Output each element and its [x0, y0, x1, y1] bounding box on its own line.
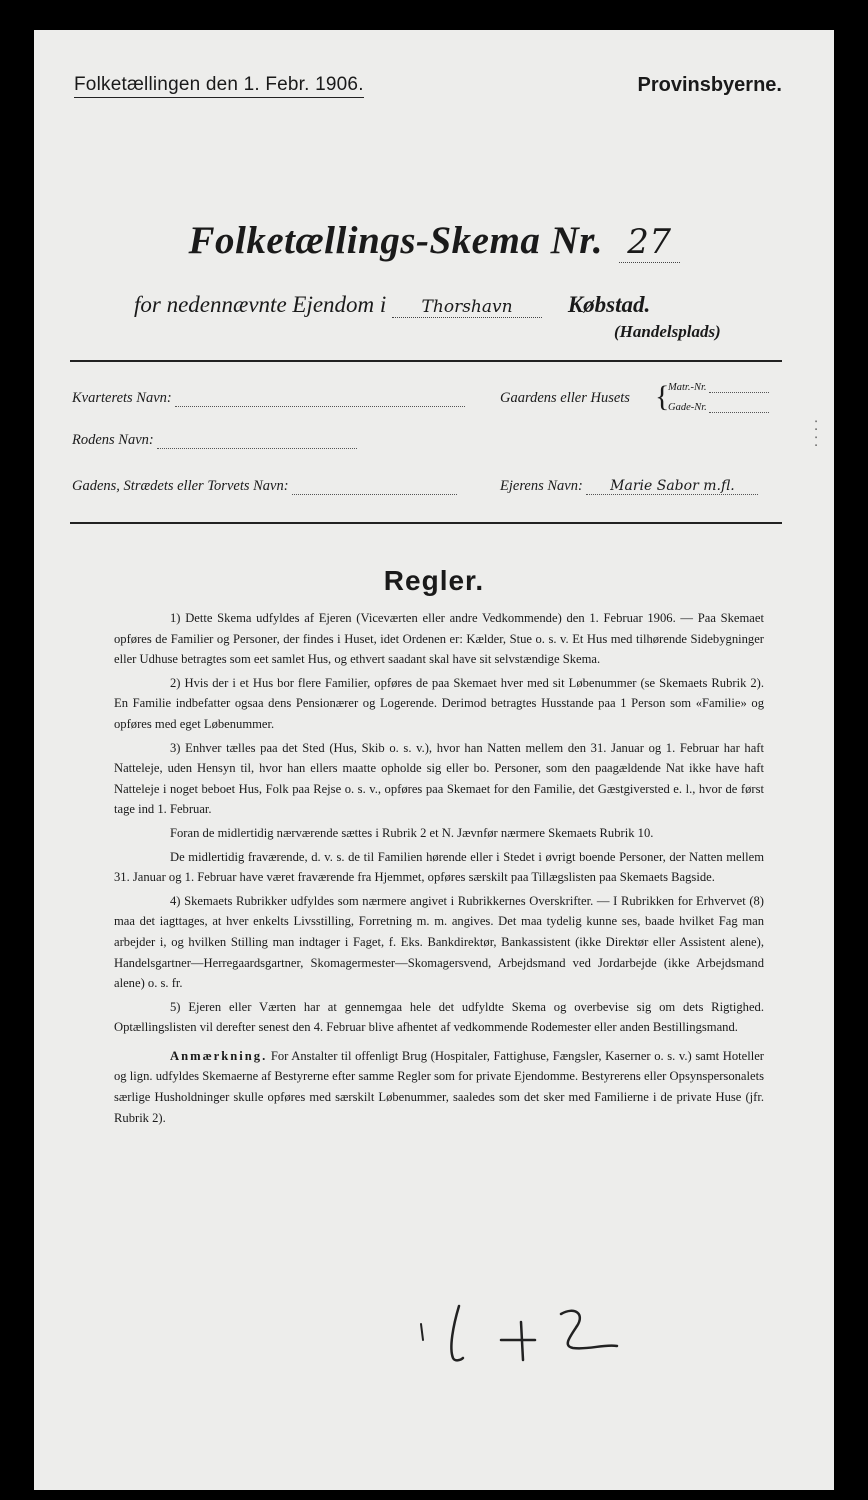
rode-blank [157, 434, 357, 449]
annotation-label: Anmærkning. [170, 1048, 268, 1063]
census-form-page [34, 30, 834, 1490]
rule-4: 4) Skemaets Rubrikker udfyldes som nærmere angivet i Rubrikkernes Overskrifter. — I Rubrikken for Erhvervet (8) maa det iagttages, at hver enkelts Livsstilling, Forretning m. m. angives. Det maa tydelig kunne ses, baade hvilket Fag man arbejder i, og hvilken Stilling man indtager i Faget, f. Eks. Bankdirektør, Bankassistent (ikke Direktør eller Assistent alene), Handelsgartner—Herregaardsgartner, Skomagermester—Skomagersvend, Arbejdsmand ved Jordarbejde (ikke Arbejdsmand alene) o. s. fr. [114, 893, 764, 991]
gade-nr-blank [709, 402, 769, 413]
kvarter-label: Kvarterets Navn: [72, 390, 172, 406]
rule-3-absent: De midlertidig fraværende, d. v. s. de til Familien hørende eller i Stedet i øvrigt boende Personer, der Natten mellem 31. Januar og 1. Februar have været fraværende fra Hjemmet, opføres særskilt paa Tillægslisten paa Skemaets Bagside. [114, 849, 764, 885]
form-title-text: Folketællings-Skema Nr. [188, 219, 604, 262]
rules-body [114, 608, 764, 1131]
gade-nr-field [668, 402, 769, 413]
form-title [34, 218, 834, 263]
ejer-label: Ejerens Navn: [500, 478, 583, 494]
annotation-text: For Anstalter til offenligt Brug (Hospitaler, Fattighuse, Fængsler, Kaserner o. s. v.) samt Hoteller og lign. udfyldes Skemaerne af Bestyrerne efter samme Regler som for private Ejendomme. Bestyrerens eller Opsynspersonalets særlige Husholdninger skulle opføres med særskilt Løbenummer, saaledes som det sker med Familierne i de private Huse (jfr. Rubrik 2). [114, 1048, 764, 1125]
rule-5: 5) Ejeren eller Værten har at gennemgaa hele det udfyldte Skema og overbevise sig om dets Rigtighed. Optællingslisten vil derefter senest den 4. Februar blive afhentet af vedkommende Rodemester eller anden Bestillingsmand. [114, 999, 764, 1035]
rules-heading: Regler. [383, 565, 485, 596]
rule-3: 3) Enhver tælles paa det Sted (Hus, Skib o. s. v.), hvor han Natten mellem den 31. Januar og 1. Februar har haft Natteleje, uden Hensyn til, hvor han ellers maatte opholde sig eller bo. Personer, som den paagældende Nat ikke have haft Natteleje i noget beboet Hus, Folk paa Rejse o. s. v., opføres paa Skemaet for den Familie, det Gæstgiversted e. l., hvor de først tage ind 1. Februar. [114, 740, 764, 817]
property-prefix: for nedennævnte Ejendom i [134, 292, 387, 317]
annotation [114, 1046, 764, 1128]
matr-label: Matr.-Nr. [668, 382, 707, 393]
gade-label: Gadens, Strædets eller Torvets Navn: [72, 478, 289, 494]
top-divider [70, 360, 782, 362]
matr-field [668, 382, 769, 393]
rule-3-nearby: Foran de midlertidig nærværende sættes i Rubrik 2 et N. Jævnfør nærmere Skemaets Rubrik 10. [170, 825, 654, 840]
census-date-header: Folketællingen den 1. Febr. 1906. [74, 74, 364, 98]
pencil-mark [409, 1300, 619, 1370]
brace-glyph: { [655, 380, 670, 413]
handelsplads-label: (Handelsplads) [614, 322, 721, 341]
matr-blank [709, 382, 769, 393]
rule-1: 1) Dette Skema udfyldes af Ejeren (Viceværten eller andre Vedkommende) den 1. Februar 1906. — Paa Skemaet opføres de Familier og Personer, der findes i Huset, idet Ordenen er: Kælder, Stue o. s. v. Et Hus med tilhørende Sidebygninger eller Udhuse betragtes som eet samlet Hus, og ethvert saadant skal have sit selvstændige Skema. [114, 611, 764, 667]
ejer-value-handwritten: Marie Sabor m.fl. [586, 478, 758, 495]
region-header: Provinsbyerne. [637, 74, 782, 96]
ejer-field [500, 478, 758, 495]
rule-2: 2) Hvis der i et Hus bor flere Familier, opføres de paa Skemaet hver med sit Løbenummer (se Skemaets Rubrik 2). En Familie indbefatter ogsaa dens Pensionærer og Logerende. Derimod betragtes Husstande paa 1 Person som «Familie» og opføres med eget Løbenummer. [114, 675, 764, 731]
margin-marks: ⁚ ⁚ [814, 418, 819, 449]
kvarter-blank [175, 392, 465, 407]
gaard-label: Gaardens eller Husets [500, 390, 630, 406]
property-line [134, 292, 650, 318]
gade-field [72, 478, 457, 495]
town-handwritten: Thorshavn [392, 297, 542, 318]
form-number-handwritten: 27 [619, 222, 679, 263]
kobstad-label: Købstad. [567, 292, 651, 317]
gaard-field [500, 390, 630, 407]
rode-label: Rodens Navn: [72, 432, 154, 448]
gade-blank [292, 480, 457, 495]
kvarter-field [72, 390, 465, 407]
rode-field [72, 432, 357, 449]
gade-nr-label: Gade-Nr. [668, 402, 707, 413]
bottom-divider [70, 522, 782, 524]
